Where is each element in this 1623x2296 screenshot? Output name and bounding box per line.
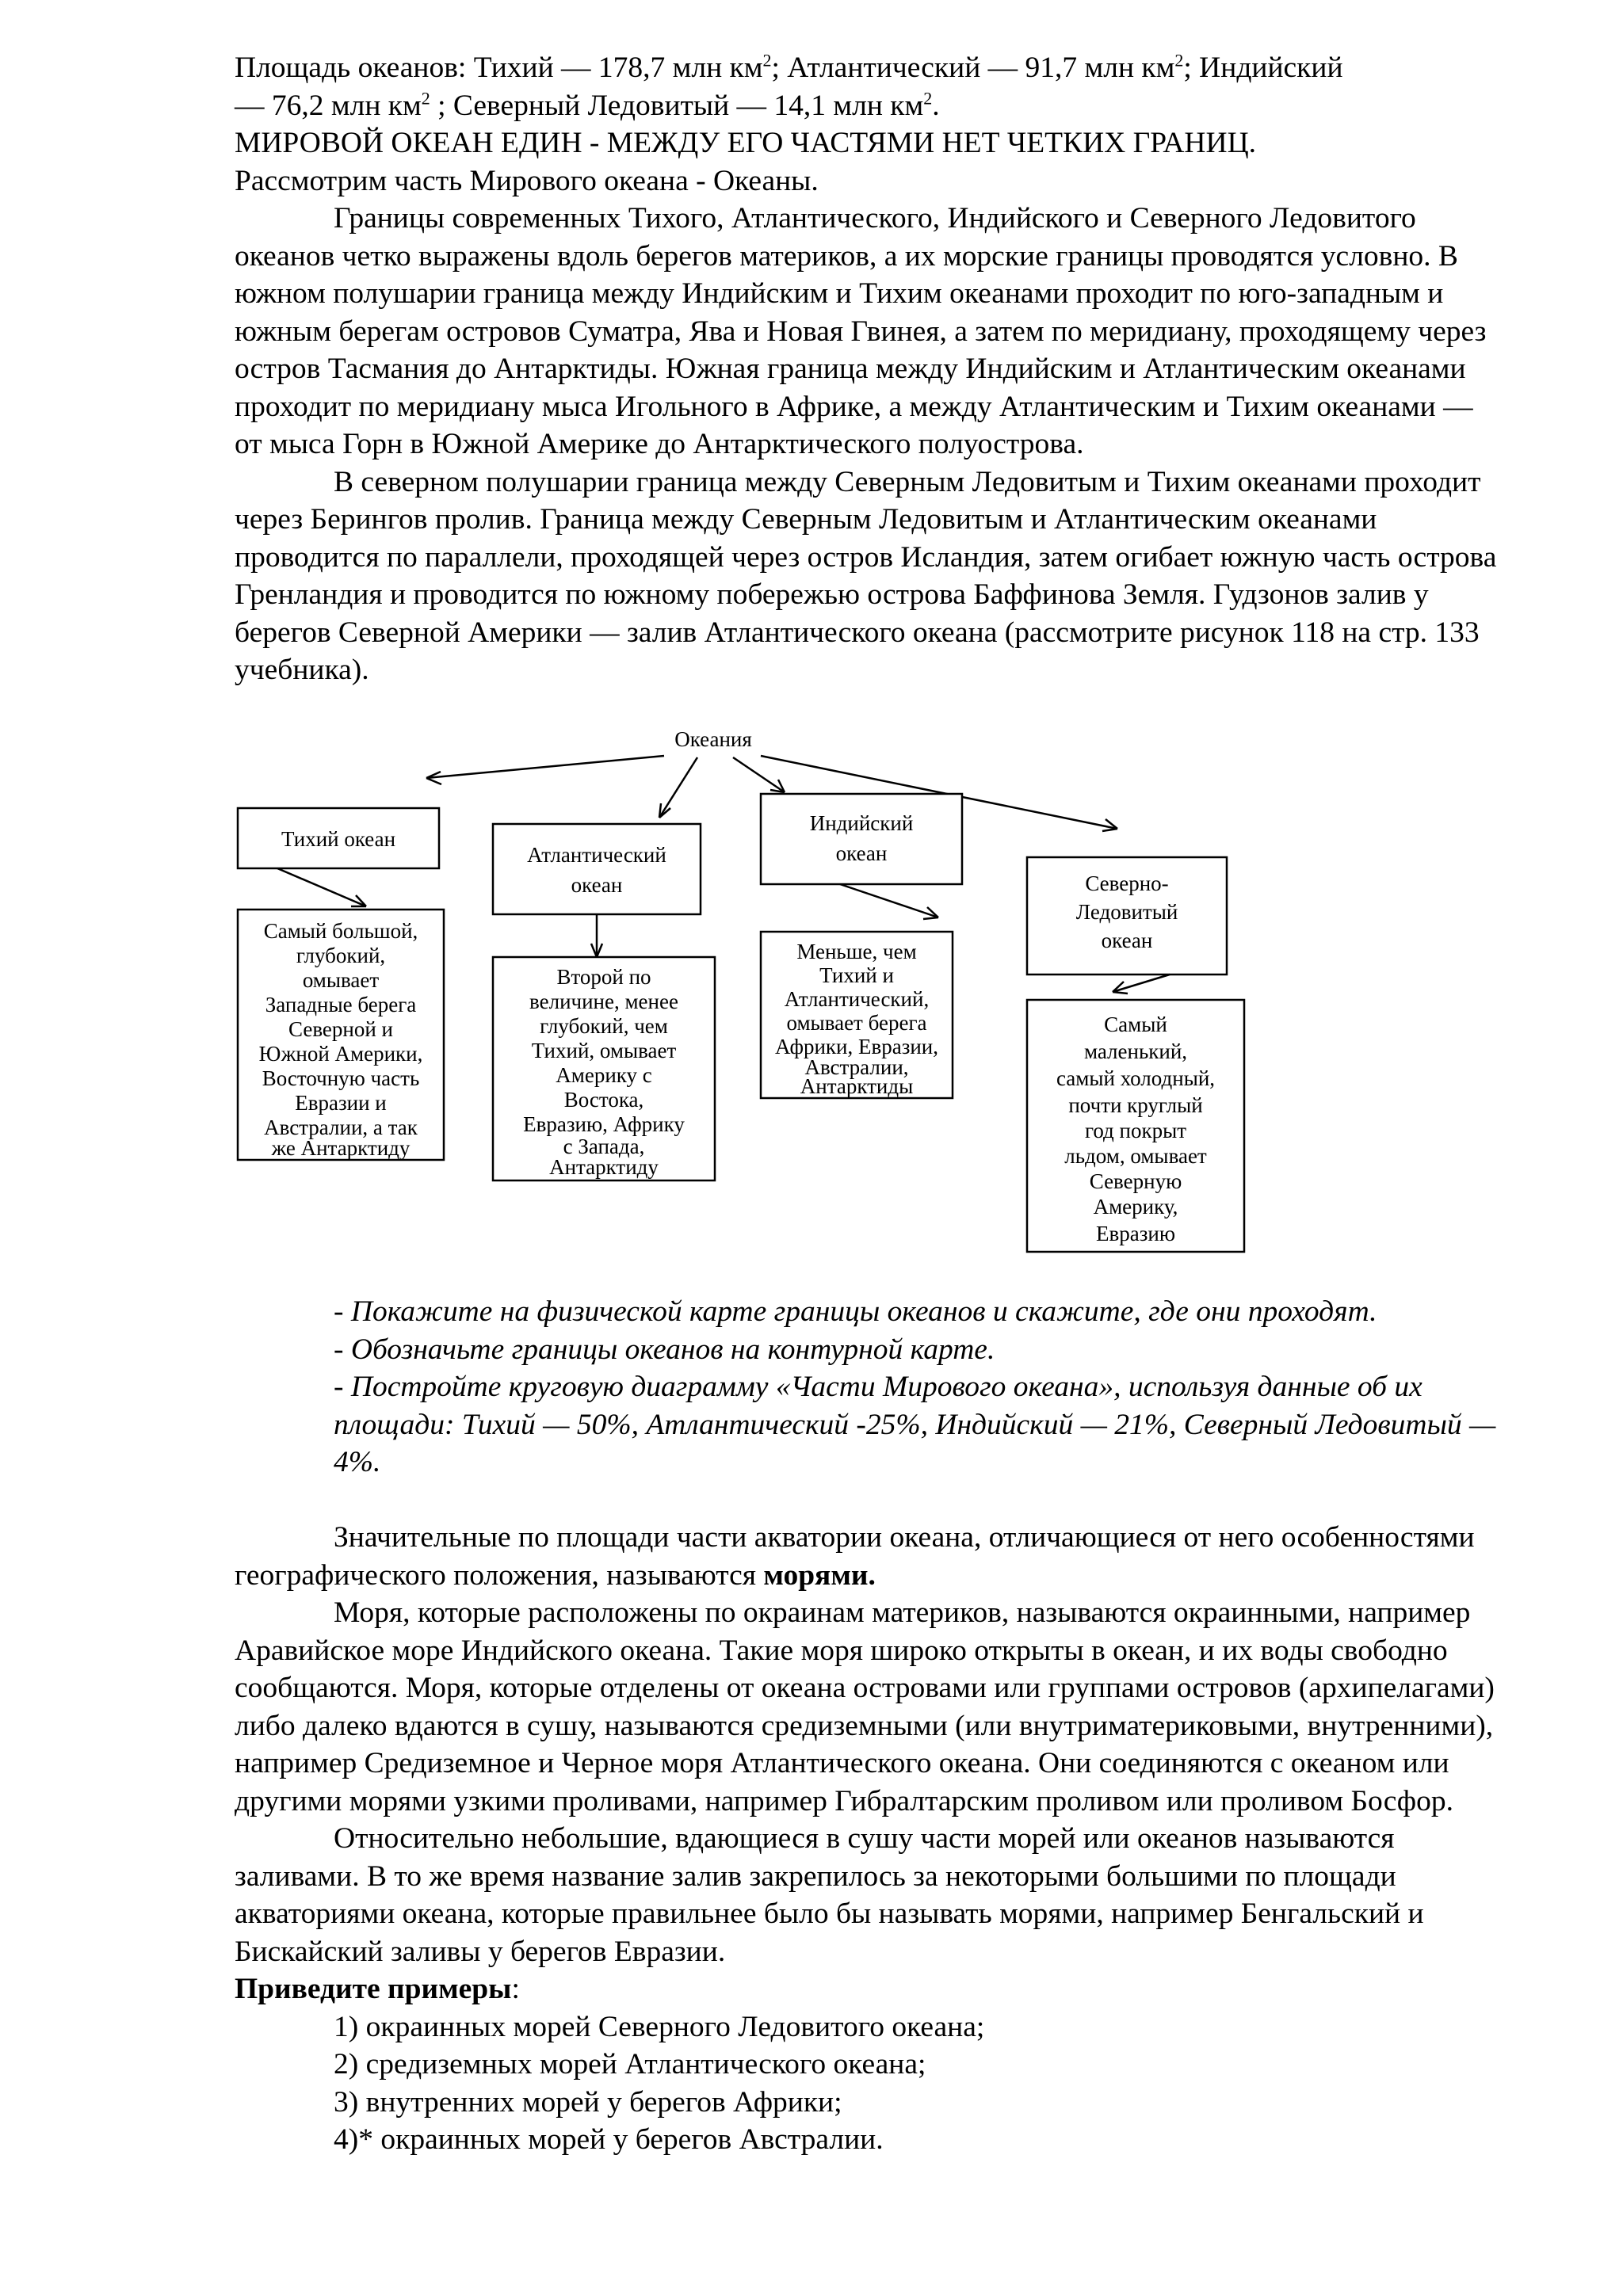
indian-desc-line: Меньше, чем: [796, 940, 917, 963]
pacific-desc-line: Восточную часть: [262, 1066, 420, 1090]
tasks-block: [334, 1293, 1503, 1482]
root-arrow-atlantic: [659, 757, 697, 818]
arctic-desc-line: льдом, омывает: [1064, 1144, 1207, 1168]
root-arrow-pacific: [426, 756, 664, 784]
bold-term-seas: морями.: [763, 1558, 876, 1592]
paragraph-seas-definition: Значительные по площади части акватории океана, отличающиеся от него особенностями географического положения, называются морями.: [235, 1521, 1475, 1592]
atlantic-desc-line: величине, менее: [529, 990, 678, 1013]
indian-desc-line: Тихий и: [819, 963, 894, 987]
indian-desc-line: Атлантический,: [784, 987, 930, 1011]
paragraph-seas-types: Моря, которые расположены по окраинам материков, называются окраинными, например Аравийское море Индийского океана. Такие моря широко открыты в океан, и их воды свободно сообщаются. Моря, которые отделены от океана островами или группами островов (архипелагами) либо далеко вдаются в сушу, называются средиземными (или внутриматериковыми, внутренними), например Средиземное и Черное моря Атлантического океана. Они соединяются с океаном или другими морями узкими проливами, например Гибралтарским проливом или проливом Босфор.: [235, 1596, 1495, 1817]
atlantic-arrow: [591, 914, 602, 957]
pacific-desc-line: Южной Америки,: [258, 1042, 423, 1066]
pacific-desc-line: омывает: [302, 968, 380, 992]
task-item: - Обозначьте границы океанов на контурной карте.: [334, 1333, 995, 1366]
atlantic-desc-line: Тихий, омывает: [531, 1039, 677, 1062]
arctic-title-line: океан: [1101, 929, 1153, 952]
ocean-area-line-2: — 76,2 млн $км^2$ ; Северный Ледовитый — 14,1 млн $км^2$.: [235, 88, 940, 122]
arctic-desc-line: Самый: [1104, 1013, 1167, 1036]
example-item: 2) средиземных морей Атлантического океана;: [334, 2048, 926, 2081]
pacific-desc-line: Самый большой,: [263, 919, 418, 943]
paragraph-gulfs: Относительно небольшие, вдающиеся в сушу части морей или океанов называются заливами. В то же время название залив закрепилось за некоторыми большими по площади акваториями океана, которые правильнее было бы называть морями, например Бенгальский и Бискайский заливы у берегов Евразии.: [235, 1822, 1424, 1968]
arctic-desc-line: Евразию: [1095, 1222, 1176, 1245]
arctic-desc-line: Америку,: [1093, 1195, 1178, 1219]
superscript: 2: [421, 88, 430, 108]
example-item: 4)* окраинных морей у берегов Австралии.: [334, 2123, 884, 2156]
paragraph-boundaries-south: Границы современных Тихого, Атлантического, Индийского и Северного Ледовитого океанов четко выражены вдоль берегов материков, а их морские границы проводятся условно. В южном полушарии граница между Индийским и Тихим океанами проходит по юго-западным и южным берегам островов Суматра, Ява и Новая Гвинея, а затем по меридиану, проходящему через остров Тасмания до Антарктиды. Южная граница между Индийским и Атлантическим океанами проходит по меридиану мыса Игольного в Африке, а между Атлантическим и Тихим океанами — от мыса Горн в Южной Америке до Антарктического полуострова.: [235, 202, 1487, 460]
atlantic-title-box: [493, 824, 701, 914]
atlantic-desc-line: глубокий, чем: [540, 1014, 668, 1038]
diagram-root-label: Океания: [674, 727, 752, 751]
arctic-desc-line: маленький,: [1083, 1039, 1188, 1063]
atlantic-desc-line: Америку с: [556, 1063, 652, 1087]
arctic-desc-line: Северную: [1089, 1169, 1182, 1193]
seas-block: [235, 1519, 1503, 2159]
paragraph-boundaries-north: В северном полушарии граница между Северным Ледовитым и Тихим океанами проходит через Берингов пролив. Граница между Северным Ледовитым и Атлантическим океанами проводится по параллели, проходящей через остров Исландия, затем огибает южную часть острова Гренландия и проводится по южному побережью острова Баффинова Земля. Гудзонов залив у берегов Северной Америки — залив Атлантического океана (рассмотрите рисунок 118 на стр. 133 учебника).: [235, 465, 1497, 686]
indian-title-line: океан: [835, 841, 888, 865]
section-heading: МИРОВОЙ ОКЕАН ЕДИН - МЕЖДУ ЕГО ЧАСТЯМИ НЕТ ЧЕТКИХ ГРАНИЦ.: [235, 127, 1257, 159]
root-arrow-indian: [733, 757, 785, 792]
arctic-desc-line: год покрыт: [1084, 1119, 1187, 1142]
atlantic-title-line: океан: [571, 873, 623, 897]
atlantic-desc-line: Второй по: [556, 965, 651, 989]
pacific-desc-line: Австралии, а так: [264, 1116, 418, 1139]
indian-desc-line: Австралии,: [804, 1055, 909, 1079]
indian-arrow: [840, 884, 938, 919]
examples-heading: Приведите примеры:: [235, 1973, 520, 2005]
ocean-area-line-1: Площадь океанов: Тихий — 178,7 млн $км^2$; Атлантический — 91,7 млн $км^2$; Индийский: [235, 50, 1343, 84]
task-item: - Покажите на физической карте границы океанов и скажите, где они проходят.: [334, 1295, 1377, 1328]
arctic-desc-line: самый холодный,: [1056, 1066, 1216, 1090]
pacific-desc-line: глубокий,: [296, 944, 386, 967]
top-text-block: [235, 49, 1503, 689]
pacific-desc-line: Северной и: [288, 1017, 393, 1041]
indian-desc-line: Африки, Евразии,: [774, 1035, 939, 1058]
atlantic-title-line: Атлантический: [527, 843, 666, 867]
pacific-desc-line: Евразии и: [295, 1091, 387, 1115]
indian-title-box: [761, 794, 962, 884]
pacific-desc-line: Западные берега: [265, 993, 417, 1016]
example-item: 1) окраинных морей Северного Ледовитого океана;: [334, 2010, 985, 2043]
atlantic-desc-line: с Запада,: [563, 1135, 645, 1158]
indian-desc-line: Антарктиды: [800, 1074, 914, 1098]
task-item: - Постройте круговую диаграмму «Части Мирового океана», используя данные об их площади: Тихий — 50%, Атлантический -25%, Индийский — 21%, Северный Ледовитый — 4%.: [334, 1371, 1496, 1478]
indian-title-line: Индийский: [809, 811, 914, 835]
arctic-title-line: Ледовитый: [1075, 900, 1178, 924]
atlantic-desc-line: Евразию, Африку: [523, 1112, 685, 1136]
example-item: 3) внутренних морей у берегов Африки;: [334, 2085, 842, 2119]
arctic-desc-line: почти круглый: [1068, 1093, 1203, 1117]
atlantic-desc-line: Антарктиду: [549, 1155, 659, 1179]
indian-desc-line: омывает берега: [786, 1011, 927, 1035]
pacific-title-line: Тихий океан: [281, 827, 396, 851]
oceans-diagram: [0, 727, 1623, 1282]
pacific-arrow: [277, 868, 366, 906]
atlantic-desc-line: Востока,: [563, 1088, 644, 1112]
section-subheading: Рассмотрим часть Мирового океана - Океаны.: [235, 164, 819, 197]
pacific-desc-line: же Антарктиду: [271, 1136, 411, 1160]
superscript: 2: [923, 88, 933, 108]
arctic-arrow: [1113, 974, 1170, 994]
superscript: 2: [1174, 50, 1184, 71]
superscript: 2: [762, 50, 772, 71]
arctic-title-line: Северно-: [1085, 871, 1169, 895]
